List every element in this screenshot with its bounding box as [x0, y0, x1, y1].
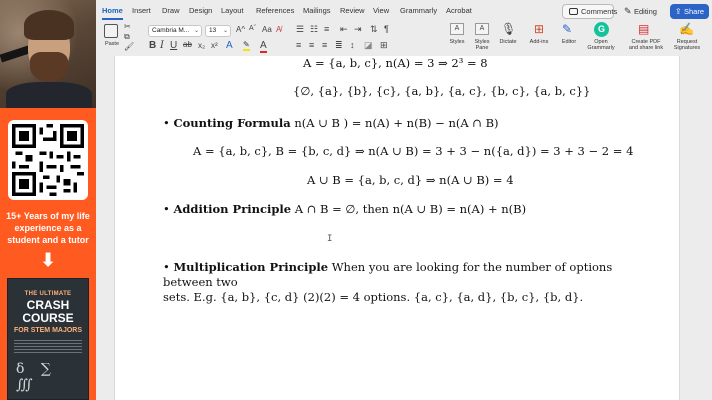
- tab-grammarly[interactable]: Grammarly: [400, 6, 438, 15]
- tab-review[interactable]: Review: [340, 6, 365, 15]
- tab-home[interactable]: Home: [102, 6, 123, 15]
- align-right-icon[interactable]: ≡: [322, 40, 328, 50]
- cut-icon[interactable]: ✂: [124, 22, 131, 31]
- tab-insert[interactable]: Insert: [132, 6, 151, 15]
- format-painter-icon[interactable]: 🖌: [124, 42, 135, 51]
- promo-sidebar: [0, 0, 96, 400]
- subscript-icon[interactable]: x₂: [198, 41, 206, 50]
- qr-code-icon: [12, 124, 84, 196]
- bullets-icon[interactable]: ☰: [296, 24, 305, 34]
- multiplication-principle-text: When you are looking for the number of options between two: [163, 260, 613, 289]
- word-window: [96, 0, 712, 400]
- font-color-icon[interactable]: A: [260, 40, 267, 51]
- math-symbols-icon: δ ∑ ∭: [16, 361, 57, 393]
- font-name-select[interactable]: [148, 25, 202, 37]
- editor-icon[interactable]: ✎: [562, 22, 573, 36]
- align-left-icon[interactable]: ≡: [296, 40, 302, 50]
- promo-text: 15+ Years of my life experience as a student and a tutor: [6, 211, 90, 245]
- justify-icon[interactable]: ≣: [335, 40, 343, 50]
- editor-label: Editor: [561, 39, 577, 45]
- bullet-icon: •: [163, 202, 174, 216]
- multilevel-list-icon[interactable]: ≡: [324, 24, 330, 34]
- strikethrough-icon[interactable]: ab: [183, 40, 192, 49]
- grammarly-icon[interactable]: G: [594, 22, 609, 37]
- book-title-line3: FOR STEM MAJORS: [13, 327, 83, 334]
- borders-icon[interactable]: ⊞: [380, 40, 388, 50]
- doc-line-power-set: {∅, {a}, {b}, {c}, {a, b}, {a, c}, {b, c}, {a, b, c}}: [293, 84, 591, 98]
- italic-icon[interactable]: I: [160, 40, 164, 51]
- multiplication-principle-example: sets. E.g. {a, b}, {c, d} (2)(2) = 4 options. {a, c}, {a, d}, {b, c}, {b, d}.: [163, 290, 584, 304]
- paste-icon[interactable]: [104, 24, 118, 38]
- addins-label: Add-ins: [529, 39, 549, 45]
- book-title-line1: THE ULTIMATE: [24, 291, 72, 297]
- editing-button[interactable]: [620, 4, 666, 19]
- text-effects-icon[interactable]: A: [226, 40, 233, 51]
- styles-label: Styles: [449, 39, 465, 45]
- counting-formula-expression: n(A ∪ B ) = n(A) + n(B) − n(A ∩ B): [294, 116, 499, 130]
- share-button[interactable]: [670, 4, 709, 19]
- sort-icon[interactable]: ⇅: [370, 24, 378, 34]
- qr-code[interactable]: [8, 120, 88, 200]
- tab-design[interactable]: Design: [189, 6, 213, 15]
- bold-icon[interactable]: B: [149, 40, 157, 51]
- comments-label: Comments: [581, 7, 618, 16]
- bullet-icon: •: [163, 260, 174, 274]
- paste-label: Paste: [104, 41, 120, 47]
- microphone-icon[interactable]: 🎙: [501, 22, 517, 36]
- font-name-value: Cambria M...: [152, 27, 190, 34]
- addition-principle-expression: A ∩ B = ∅, then n(A ∪ B) = n(A) + n(B): [294, 202, 527, 216]
- tab-mailings[interactable]: Mailings: [303, 6, 331, 15]
- font-size-value: 13: [209, 27, 217, 34]
- book-blurb: [14, 340, 82, 354]
- tab-view[interactable]: View: [373, 6, 390, 15]
- shading-icon[interactable]: ◪: [364, 40, 373, 50]
- share-icon: ⇪: [675, 7, 682, 16]
- tab-acrobat[interactable]: Acrobat: [446, 6, 472, 15]
- comments-button[interactable]: [562, 4, 618, 19]
- addition-principle-label: Addition Principle: [173, 202, 292, 216]
- webcam-feed: [0, 0, 96, 108]
- doc-example-union-result: A ∪ B = {a, b, c, d} ⇒ n(A ∪ B) = 4: [307, 173, 514, 187]
- clear-formatting-icon[interactable]: A̸: [276, 25, 282, 34]
- decrease-indent-icon[interactable]: ⇤: [340, 24, 348, 34]
- tab-references[interactable]: References: [256, 6, 295, 15]
- ribbon-toolbar: [96, 20, 712, 56]
- styles-pane-icon[interactable]: A: [475, 23, 489, 35]
- shrink-font-icon[interactable]: Aˇ: [249, 25, 256, 32]
- chevron-down-icon: ⌄: [222, 28, 228, 34]
- styles-pane-label: Styles Pane: [474, 39, 490, 51]
- tab-draw[interactable]: Draw: [162, 6, 180, 15]
- numbering-icon[interactable]: ☷: [310, 24, 319, 34]
- increase-indent-icon[interactable]: ⇥: [354, 24, 362, 34]
- counting-formula-label: Counting Formula: [173, 116, 291, 130]
- counting-formula-bullet: [163, 116, 499, 130]
- comment-icon: [569, 8, 578, 15]
- copy-icon[interactable]: ⧉: [124, 32, 130, 41]
- multiplication-principle-label: Multiplication Principle: [173, 260, 329, 274]
- chevron-down-icon: ⌄: [193, 28, 199, 34]
- underline-icon[interactable]: U: [170, 40, 178, 51]
- editing-label: Editing: [634, 7, 657, 16]
- multiplication-principle-bullet: [163, 260, 663, 305]
- request-signatures-icon[interactable]: ✍: [679, 22, 694, 36]
- grow-font-icon[interactable]: A^: [236, 25, 246, 34]
- create-pdf-label: Create PDF and share link: [628, 39, 664, 51]
- doc-line-set-a: A = {a, b, c}, n(A) = 3 ⇒ 2³ = 8: [303, 56, 488, 70]
- request-signatures-label: Request Signatures: [673, 39, 701, 51]
- align-center-icon[interactable]: ≡: [309, 40, 315, 50]
- book-title-line2: CRASH COURSE: [22, 298, 74, 325]
- dictate-label: Dictate: [499, 39, 517, 45]
- arrow-down-icon: ⬇: [40, 250, 56, 270]
- highlight-icon[interactable]: ✎: [243, 40, 250, 49]
- book-cover[interactable]: [7, 278, 89, 400]
- grammarly-label: Open Grammarly: [587, 39, 615, 51]
- document-page[interactable]: [114, 56, 680, 400]
- bullet-icon: •: [163, 116, 174, 130]
- pilcrow-icon[interactable]: ¶: [384, 24, 389, 34]
- change-case-icon[interactable]: Aa: [262, 25, 272, 34]
- tab-layout[interactable]: Layout: [221, 6, 244, 15]
- line-spacing-icon[interactable]: ↕: [350, 40, 355, 50]
- create-pdf-icon[interactable]: ▤: [638, 22, 650, 36]
- share-label: Share: [684, 7, 705, 16]
- superscript-icon[interactable]: x²: [211, 41, 218, 50]
- styles-icon[interactable]: A: [450, 23, 464, 35]
- font-size-select[interactable]: [205, 25, 231, 37]
- text-cursor-icon: I: [327, 234, 333, 244]
- addition-principle-bullet: [163, 202, 526, 216]
- doc-example-union: A = {a, b, c}, B = {b, c, d} ⇒ n(A ∪ B) = 3 + 3 − n({a, d}) = 3 + 3 − 2 = 4: [193, 144, 634, 158]
- addins-icon[interactable]: ⊞: [533, 22, 545, 36]
- pencil-icon: ✎: [624, 6, 632, 16]
